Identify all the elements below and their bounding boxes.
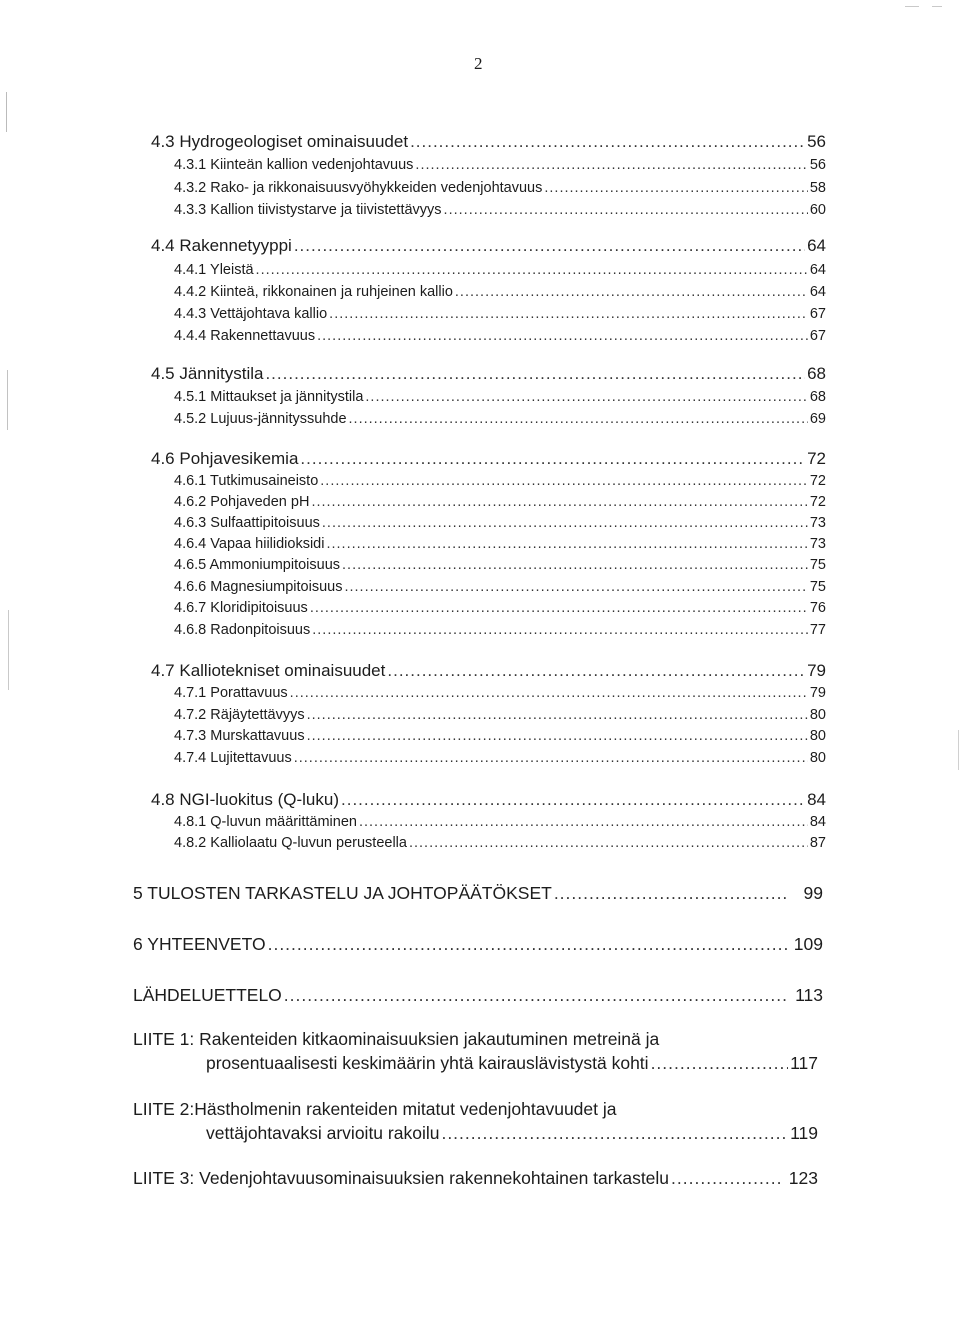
page-number: 2	[474, 54, 483, 73]
toc-entry	[174, 262, 826, 278]
scan-artifact	[932, 6, 942, 7]
toc-chapter	[133, 985, 823, 1006]
toc-entry-page: 72	[809, 473, 826, 489]
toc-entry	[174, 180, 826, 196]
toc-entry	[174, 835, 826, 851]
toc-entry	[174, 473, 826, 489]
toc-entry	[174, 515, 826, 531]
toc-entry-page: 76	[809, 600, 826, 616]
dot-leader	[312, 622, 808, 638]
toc-entry	[151, 449, 826, 469]
dot-leader	[310, 600, 808, 616]
dot-leader	[311, 494, 807, 510]
toc-entry-label: LÄHDELUETTELO	[133, 985, 282, 1005]
toc-entry-label: 4.6.2 Pohjaveden pH	[174, 494, 310, 510]
toc-entry	[174, 557, 826, 573]
scan-artifact	[958, 730, 959, 770]
toc-entry-page: 99	[803, 883, 823, 903]
dot-leader	[455, 284, 808, 300]
toc-entry	[174, 728, 826, 744]
toc-entry-label: 4.7.2 Räjäytettävyys	[174, 707, 305, 723]
toc-entry-page: 68	[809, 389, 826, 405]
toc-entry-page: 80	[809, 728, 826, 744]
toc-entry	[174, 494, 826, 510]
toc-entry-label: 4.4.2 Kiinteä, rikkonainen ja ruhjeinen kallio	[174, 284, 453, 300]
toc-entry-page: 113	[795, 985, 823, 1005]
toc-entry-page: 75	[809, 557, 826, 573]
dot-leader	[671, 1168, 782, 1189]
dot-leader	[410, 132, 805, 152]
toc-entry-label: prosentuaalisesti keskimäärin yhtä kairauslävistystä kohti	[206, 1053, 649, 1073]
toc-entry-label: 4.6.5 Ammoniumpitoisuus	[174, 557, 341, 573]
toc-entry-page: 75	[809, 579, 826, 595]
dot-leader	[441, 1123, 788, 1144]
toc-entry-page: 73	[809, 515, 826, 531]
toc-entry	[174, 750, 826, 766]
toc-entry-page: 56	[807, 132, 826, 151]
appendix-2-title: LIITE 2:Hästholmenin rakenteiden mitatut vedenjohtavuudet ja	[133, 1099, 617, 1119]
toc-entry	[174, 202, 826, 218]
dot-leader	[290, 685, 808, 701]
dot-leader	[341, 790, 805, 810]
toc-entry-label: 4.7 Kalliotekniset ominaisuudet	[151, 661, 386, 680]
dot-leader	[344, 579, 807, 595]
toc-entry	[174, 707, 826, 723]
appendix-1-title: LIITE 1: Rakenteiden kitkaominaisuuksien jakautuminen metreinä ja	[133, 1029, 660, 1049]
toc-entry-label: 4.6 Pohjavesikemia	[151, 449, 299, 468]
toc-entry	[151, 364, 826, 384]
dot-leader	[544, 180, 808, 196]
toc-entry-page: 80	[809, 707, 826, 723]
toc-entry-label: 4.3 Hydrogeologiset ominaisuudet	[151, 132, 409, 151]
toc-entry	[174, 579, 826, 595]
dot-leader	[284, 985, 787, 1006]
toc-entry-label: 4.5 Jännitystila	[151, 364, 264, 383]
toc-entry-label: 4.7.3 Murskattavuus	[174, 728, 305, 744]
toc-entry-label: 4.5.1 Mittaukset ja jännitystila	[174, 389, 364, 405]
toc-entry	[174, 306, 826, 322]
dot-leader	[268, 934, 787, 955]
toc-entry-page: 68	[807, 364, 826, 383]
dot-leader	[554, 883, 787, 904]
toc-entry-label: 4.4.4 Rakennettavuus	[174, 328, 316, 344]
toc-entry	[174, 536, 826, 552]
toc-entry	[174, 328, 826, 344]
dot-leader	[317, 328, 808, 344]
toc-entry	[151, 132, 826, 152]
toc-entry	[151, 236, 826, 256]
toc-entry-label: 4.3.3 Kallion tiivistystarve ja tiivistettävyys	[174, 202, 442, 218]
appendix-1-entry	[206, 1053, 818, 1074]
toc-entry-page: 64	[809, 262, 826, 278]
toc-entry-page: 119	[790, 1123, 818, 1143]
dot-leader	[294, 236, 805, 256]
toc-entry	[174, 814, 826, 830]
toc-entry	[174, 685, 826, 701]
dot-leader	[322, 515, 808, 531]
toc-entry-page: 58	[809, 180, 826, 196]
toc-entry-label: 4.4 Rakennetyyppi	[151, 236, 292, 255]
dot-leader	[342, 557, 808, 573]
toc-entry-page: 73	[809, 536, 826, 552]
toc-entry-page: 123	[788, 1168, 818, 1188]
toc-entry	[174, 600, 826, 616]
toc-entry-page: 84	[807, 790, 826, 809]
toc-entry-label: 4.8 NGI-luokitus (Q-luku)	[151, 790, 339, 809]
dot-leader	[365, 389, 807, 405]
scan-artifact	[8, 610, 9, 690]
dot-leader	[444, 202, 808, 218]
dot-leader	[320, 473, 808, 489]
toc-entry-label: vettäjohtavaksi arvioitu rakoilu	[206, 1123, 440, 1143]
toc-entry-page: 72	[809, 494, 826, 510]
toc-entry	[151, 661, 826, 681]
dot-leader	[300, 449, 805, 469]
toc-entry-page: 60	[809, 202, 826, 218]
dot-leader	[265, 364, 805, 384]
toc-entry	[174, 157, 826, 173]
toc-entry-page: 84	[809, 814, 826, 830]
dot-leader	[256, 262, 808, 278]
toc-entry-page: 56	[809, 157, 826, 173]
scan-artifact	[6, 92, 7, 132]
toc-entry-label: 4.5.2 Lujuus-jännityssuhde	[174, 411, 347, 427]
toc-entry-label: 4.6.1 Tutkimusaineisto	[174, 473, 319, 489]
toc-entry-label: 4.8.1 Q-luvun määrittäminen	[174, 814, 357, 830]
toc-entry-page: 117	[790, 1053, 818, 1073]
toc-entry-label: 4.7.4 Lujitettavuus	[174, 750, 292, 766]
toc-entry-label: 4.3.2 Rako- ja rikkonaisuusvyöhykkeiden vedenjohtavuus	[174, 180, 543, 196]
toc-entry-page: 67	[809, 328, 826, 344]
toc-entry-page: 64	[809, 284, 826, 300]
toc-chapter	[133, 883, 823, 904]
dot-leader	[387, 661, 805, 681]
toc-entry-label: 4.4.3 Vettäjohtava kallio	[174, 306, 328, 322]
dot-leader	[307, 728, 808, 744]
toc-entry	[174, 389, 826, 405]
dot-leader	[651, 1053, 789, 1074]
toc-entry-page: 64	[807, 236, 826, 255]
toc-entry-label: 4.6.3 Sulfaattipitoisuus	[174, 515, 320, 531]
toc-entry-label: LIITE 3: Vedenjohtavuusominaisuuksien rakennekohtainen tarkastelu	[133, 1168, 670, 1188]
dot-leader	[409, 835, 808, 851]
scan-artifact	[905, 6, 919, 7]
toc-entry	[174, 622, 826, 638]
toc-entry	[151, 790, 826, 810]
appendix-3-entry	[133, 1168, 818, 1189]
toc-entry-page: 79	[809, 685, 826, 701]
toc-entry-page: 109	[793, 934, 823, 954]
toc-entry-page: 79	[807, 661, 826, 680]
toc-entry	[174, 411, 826, 427]
dot-leader	[294, 750, 808, 766]
toc-chapter	[133, 934, 823, 955]
appendix-2-entry	[206, 1123, 818, 1144]
toc-entry-label: 4.6.6 Magnesiumpitoisuus	[174, 579, 343, 595]
toc-entry-label: 4.6.8 Radonpitoisuus	[174, 622, 311, 638]
toc-entry-label: 4.6.7 Kloridipitoisuus	[174, 600, 308, 616]
dot-leader	[329, 306, 808, 322]
dot-leader	[326, 536, 807, 552]
toc-entry-label: 4.8.2 Kalliolaatu Q-luvun perusteella	[174, 835, 407, 851]
toc-entry-page: 77	[809, 622, 826, 638]
toc-entry	[174, 284, 826, 300]
dot-leader	[359, 814, 808, 830]
toc-entry-page: 69	[809, 411, 826, 427]
toc-entry-page: 80	[809, 750, 826, 766]
toc-entry-page: 72	[807, 449, 826, 468]
toc-entry-page: 67	[809, 306, 826, 322]
toc-entry-label: 4.6.4 Vapaa hiilidioksidi	[174, 536, 325, 552]
scan-artifact	[7, 370, 8, 430]
toc-entry-page: 87	[809, 835, 826, 851]
dot-leader	[307, 707, 808, 723]
dot-leader	[415, 157, 807, 173]
toc-entry-label: 4.7.1 Porattavuus	[174, 685, 288, 701]
toc-entry-label: 5 TULOSTEN TARKASTELU JA JOHTOPÄÄTÖKSET	[133, 883, 552, 903]
toc-entry-label: 6 YHTEENVETO	[133, 934, 266, 954]
toc-entry-label: 4.3.1 Kiinteän kallion vedenjohtavuus	[174, 157, 414, 173]
toc-entry-label: 4.4.1 Yleistä	[174, 262, 254, 278]
dot-leader	[349, 411, 808, 427]
